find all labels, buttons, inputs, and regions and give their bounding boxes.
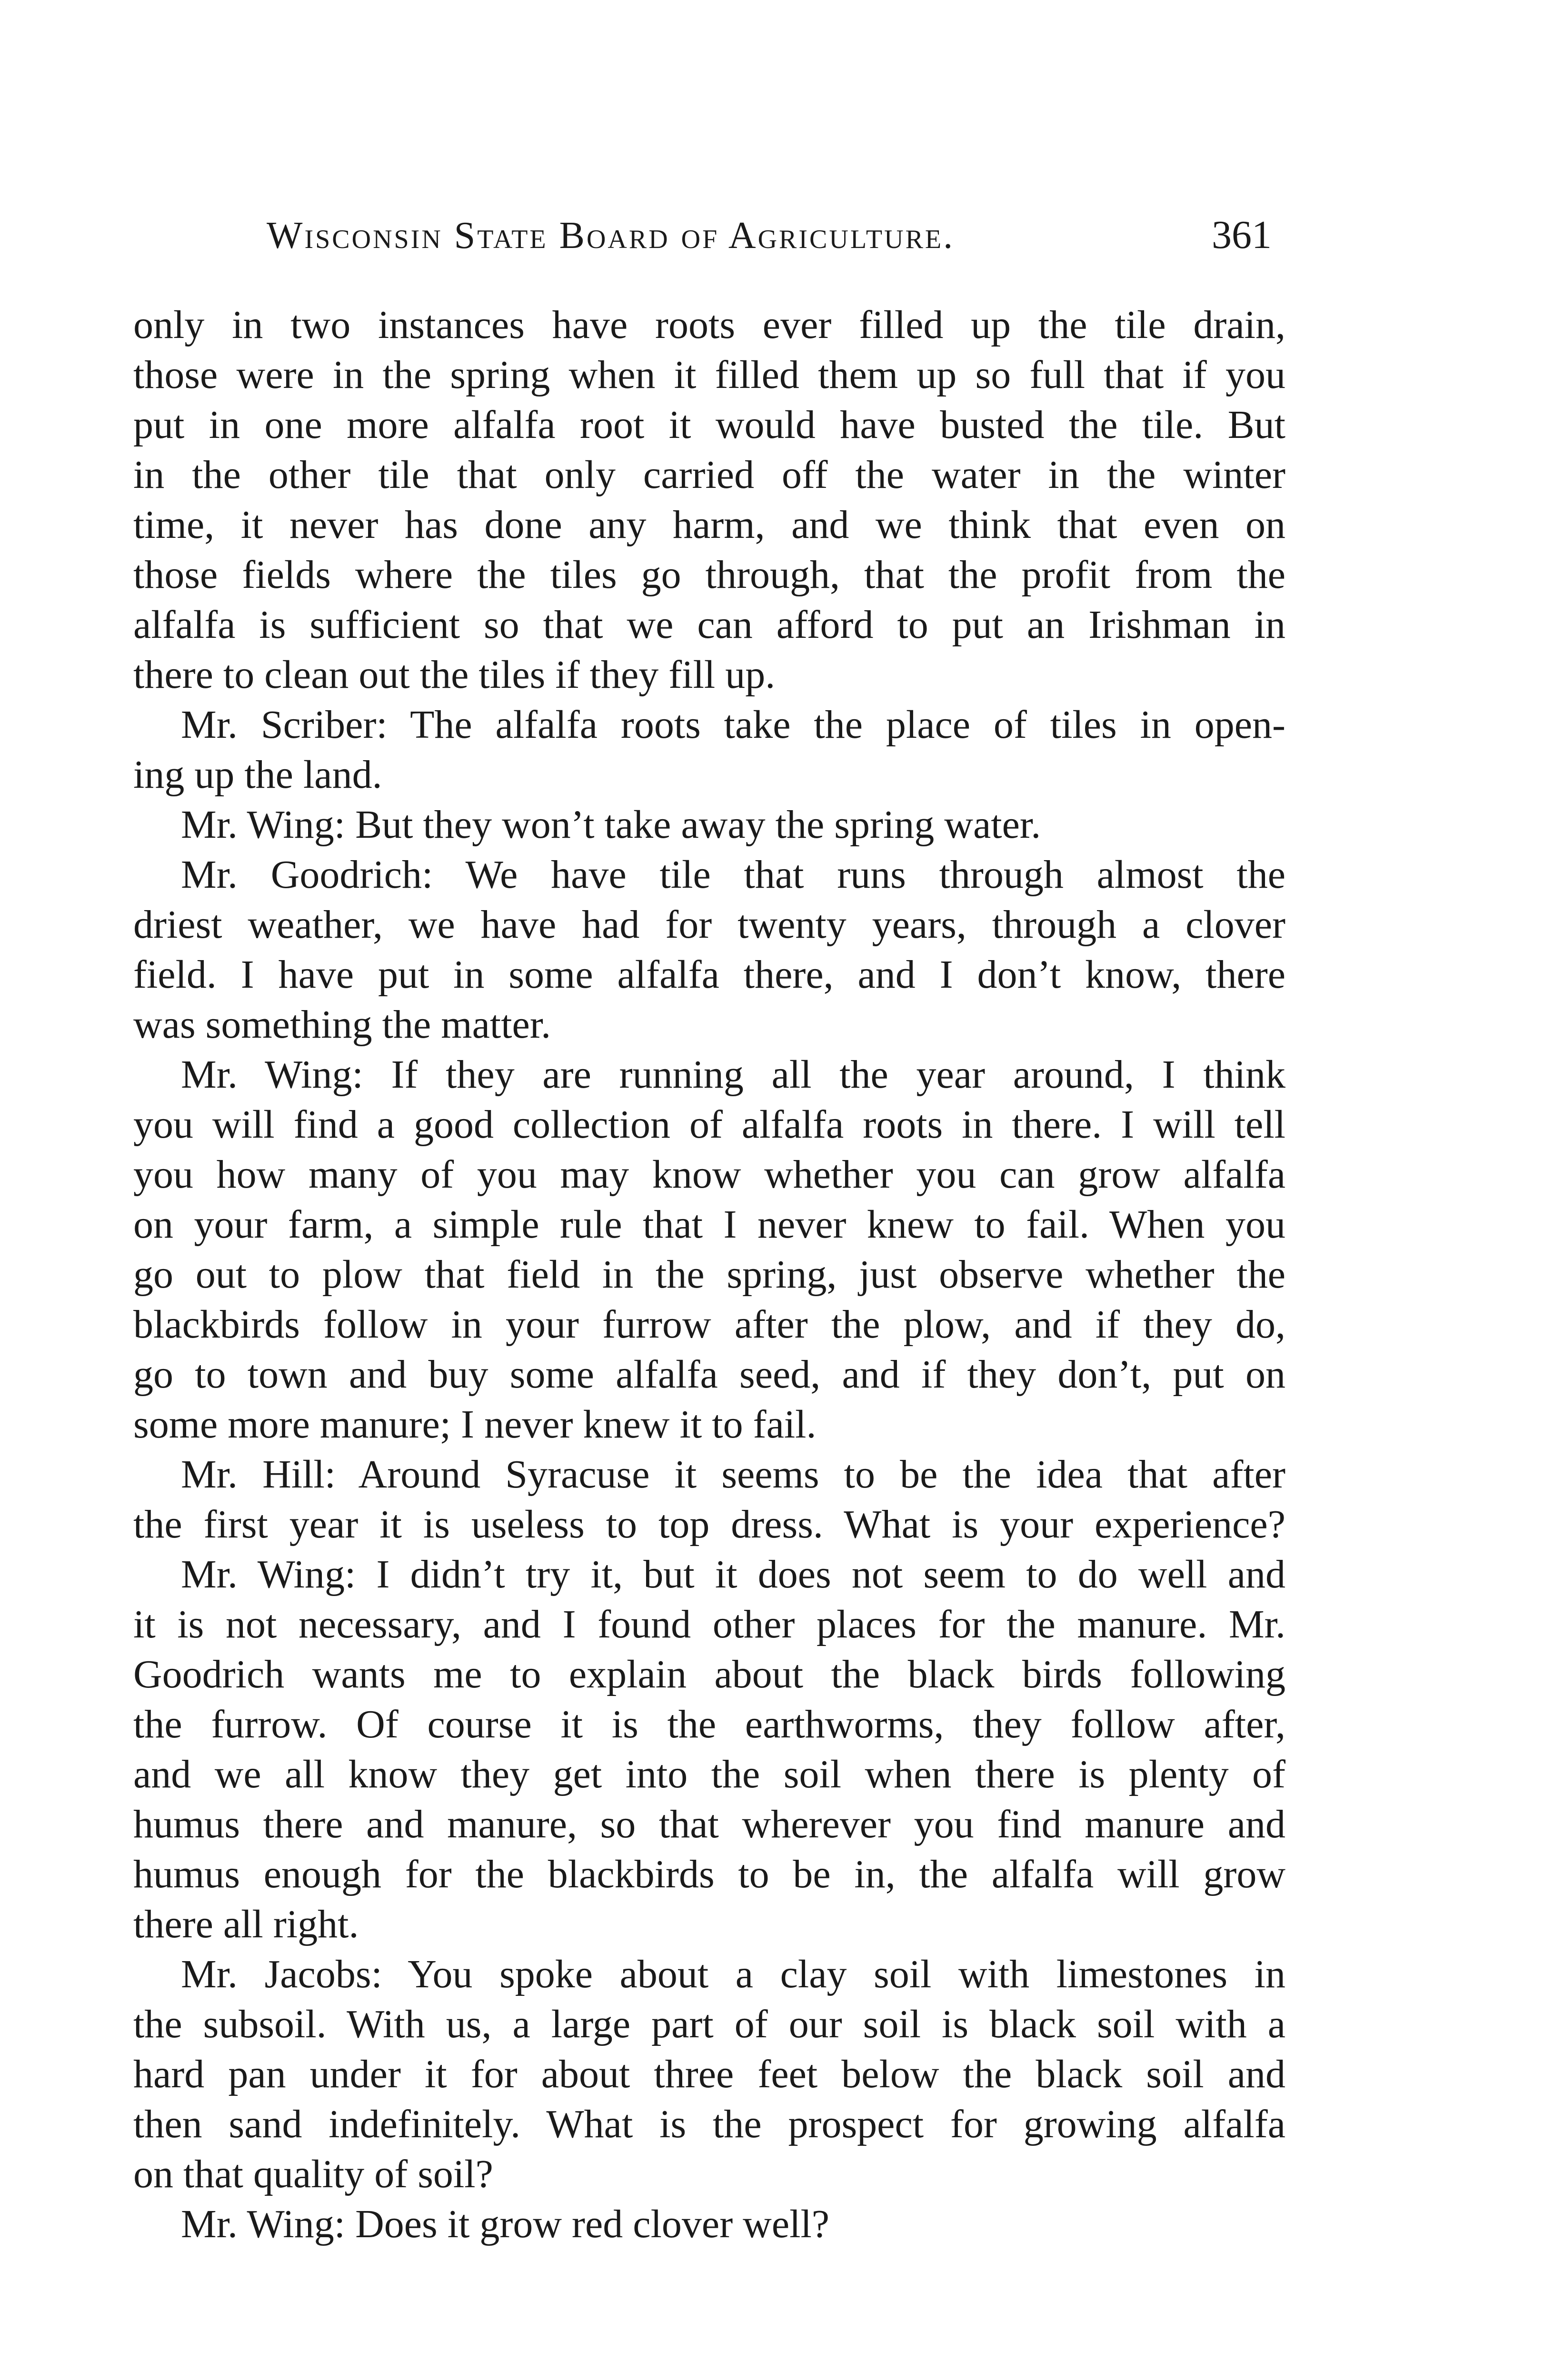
text-line: you will find a good collection of alfalfa roots in there. I will tell — [133, 1102, 1285, 1147]
text-line: and we all know they get into the soil when there is plenty of — [133, 1752, 1285, 1796]
text-line: Goodrich wants me to explain about the black birds following — [133, 1652, 1285, 1696]
text-line: humus enough for the blackbirds to be in, the alfalfa will grow — [133, 1852, 1285, 1896]
text-line: there all right. — [133, 1902, 359, 1946]
running-head: Wisconsin State Board of Agriculture. — [267, 215, 955, 257]
text-line: go to town and buy some alfalfa seed, and if they don’t, put on — [133, 1352, 1285, 1397]
text-line: on your farm, a simple rule that I never knew to fail. When you — [133, 1202, 1285, 1247]
text-line: Mr. Wing: But they won’t take away the spring water. — [181, 803, 1041, 847]
text-line: some more manure; I never knew it to fail. — [133, 1402, 817, 1447]
text-line: field. I have put in some alfalfa there, and I don’t know, there — [133, 952, 1285, 997]
text-line: Mr. Jacobs: You spoke about a clay soil with limestones in — [181, 1952, 1285, 1996]
text-line: go out to plow that field in the spring, just observe whether the — [133, 1252, 1285, 1297]
text-line: was something the matter. — [133, 1002, 551, 1047]
text-line: Mr. Hill: Around Syracuse it seems to be the idea that after — [181, 1452, 1285, 1497]
text-line: Mr. Wing: If they are running all the year around, I think — [181, 1052, 1285, 1097]
text-line: those fields where the tiles go through, that the profit from the — [133, 553, 1285, 597]
text-line: it is not necessary, and I found other places for the manure. Mr. — [133, 1602, 1285, 1646]
text-line: those were in the spring when it filled them up so full that if you — [133, 353, 1285, 397]
text-line: Mr. Wing: Does it grow red clover well? — [181, 2202, 830, 2246]
text-line: on that quality of soil? — [133, 2152, 493, 2196]
text-line: Mr. Scriber: The alfalfa roots take the place of tiles in open- — [181, 703, 1285, 747]
text-line: in the other tile that only carried off the water in the winter — [133, 453, 1285, 497]
text-line: blackbirds follow in your furrow after the plow, and if they do, — [133, 1302, 1285, 1347]
text-line: hard pan under it for about three feet below the black soil and — [133, 2052, 1285, 2096]
text-line: then sand indefinitely. What is the prospect for growing alfalfa — [133, 2102, 1285, 2146]
text-line: put in one more alfalfa root it would have busted the tile. But — [133, 403, 1285, 447]
text-line: the subsoil. With us, a large part of our soil is black soil with a — [133, 2002, 1285, 2046]
text-line: ing up the land. — [133, 753, 382, 797]
text-line: you how many of you may know whether you can grow alfalfa — [133, 1152, 1285, 1197]
text-line: Mr. Wing: I didn’t try it, but it does not seem to do well and — [181, 1552, 1285, 1597]
page-number: 361 — [1212, 213, 1272, 257]
text-line: only in two instances have roots ever filled up the tile drain, — [133, 303, 1285, 347]
text-line: there to clean out the tiles if they fill up. — [133, 653, 776, 697]
text-line: driest weather, we have had for twenty years, through a clover — [133, 902, 1285, 947]
body-text — [133, 300, 1285, 2249]
text-line: time, it never has done any harm, and we think that even on — [133, 503, 1285, 547]
text-line: Mr. Goodrich: We have tile that runs through almost the — [181, 853, 1285, 897]
text-line: humus there and manure, so that wherever you find manure and — [133, 1802, 1285, 1846]
text-line: the first year it is useless to top dress. What is your experience? — [133, 1502, 1285, 1547]
text-line: alfalfa is sufficient so that we can afford to put an Irishman in — [133, 603, 1285, 647]
text-line: the furrow. Of course it is the earthworms, they follow after, — [133, 1702, 1285, 1746]
